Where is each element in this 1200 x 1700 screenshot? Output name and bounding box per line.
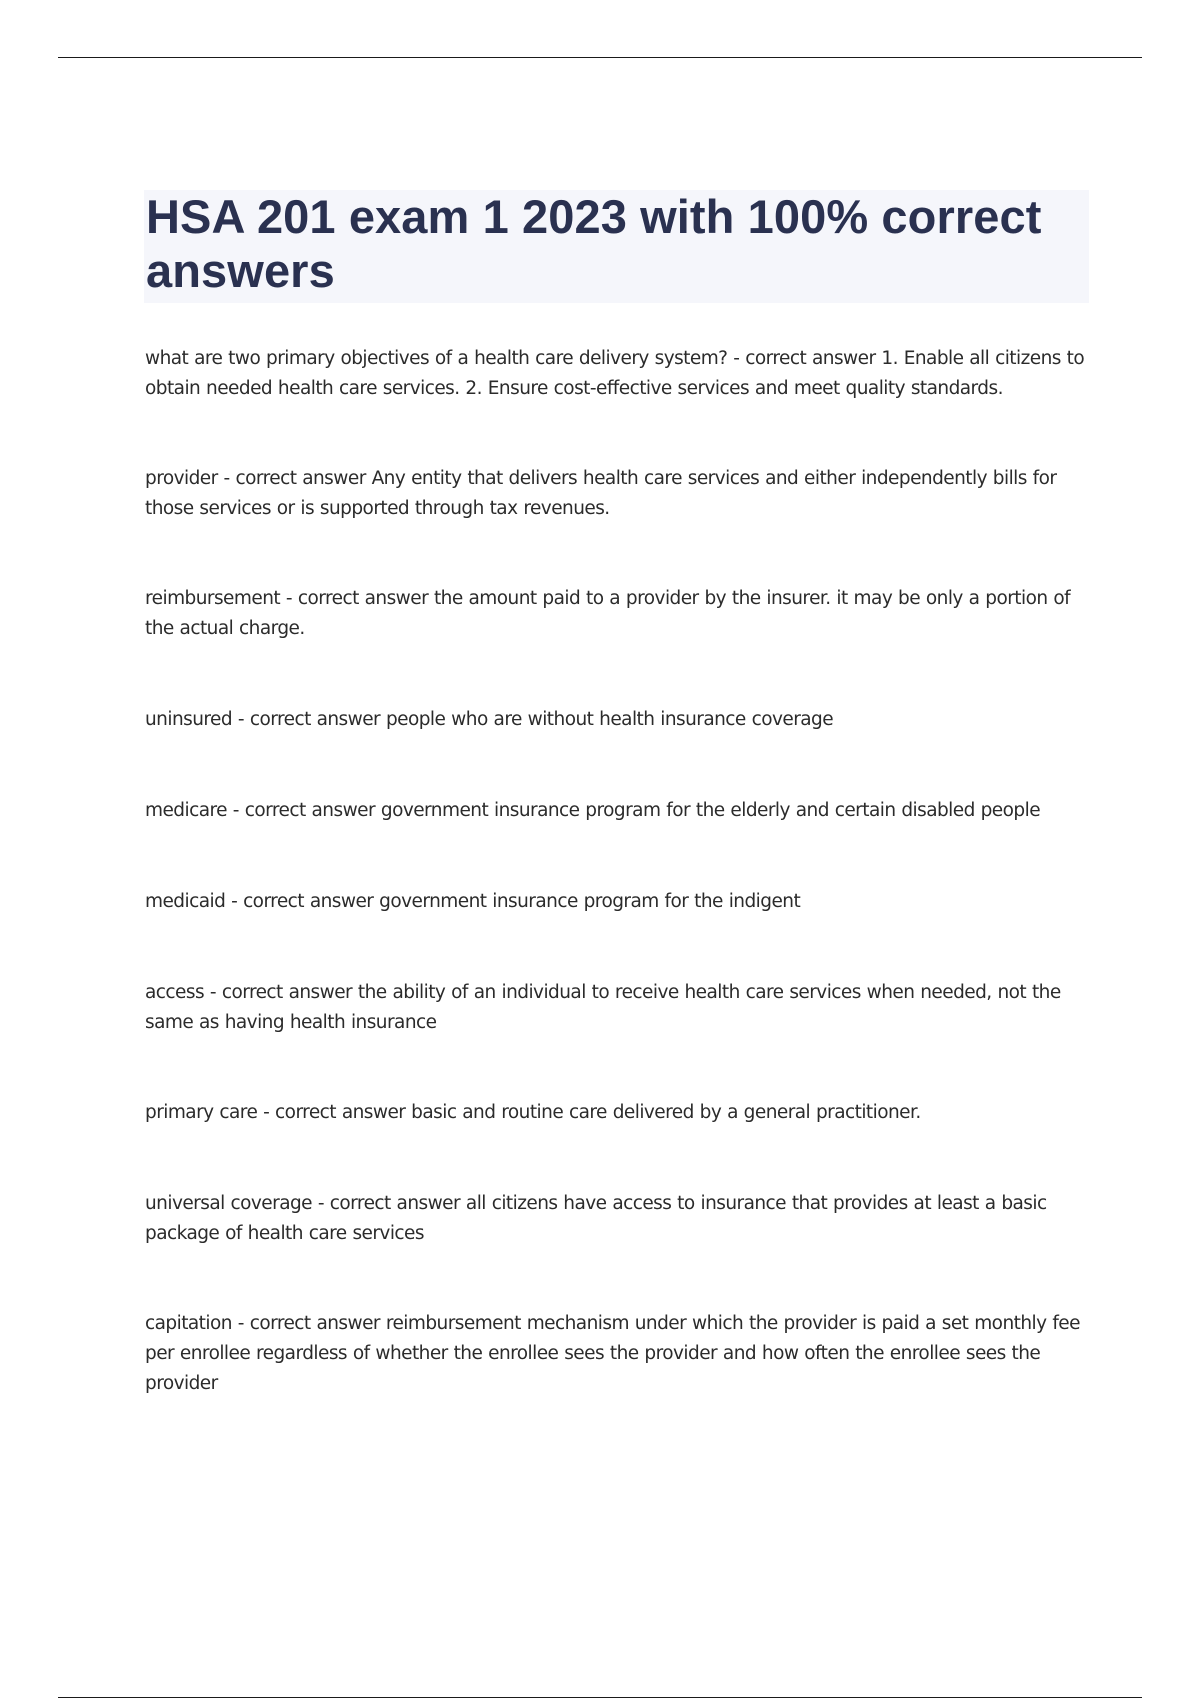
top-divider — [58, 57, 1142, 58]
qa-item-medicaid: medicaid - correct answer government insurance program for the indigent — [145, 891, 801, 912]
qa-item-provider: provider - correct answer Any entity that delivers health care services and either independently bills for those services or is supported through tax revenues. — [145, 468, 1057, 519]
qa-item-uninsured: uninsured - correct answer people who are without health insurance coverage — [145, 709, 834, 730]
qa-item-primary-care: primary care - correct answer basic and routine care delivered by a general practitioner. — [145, 1102, 921, 1123]
qa-item-capitation: capitation - correct answer reimbursement mechanism under which the provider is paid a set monthly fee per enrollee regardless of whether the enrollee sees the provider and how often the enrollee sees the provider — [145, 1313, 1080, 1394]
qa-item-access: access - correct answer the ability of an individual to receive health care services when needed, not the same as having health insurance — [145, 982, 1061, 1033]
document-title: HSA 201 exam 1 2023 with 100% correct answers — [146, 190, 1042, 297]
qa-item-objectives: what are two primary objectives of a health care delivery system? - correct answer 1. Enable all citizens to obtain needed health care services. 2. Ensure cost-effective services and meet quality standards. — [145, 348, 1085, 399]
bottom-divider — [58, 1697, 1142, 1698]
qa-item-universal-coverage: universal coverage - correct answer all citizens have access to insurance that provides at least a basic package of health care services — [145, 1193, 1047, 1244]
qa-item-medicare: medicare - correct answer government insurance program for the elderly and certain disabled people — [145, 800, 1041, 821]
title-banner — [144, 190, 1089, 303]
qa-item-reimbursement: reimbursement - correct answer the amount paid to a provider by the insurer. it may be only a portion of the actual charge. — [145, 588, 1071, 639]
